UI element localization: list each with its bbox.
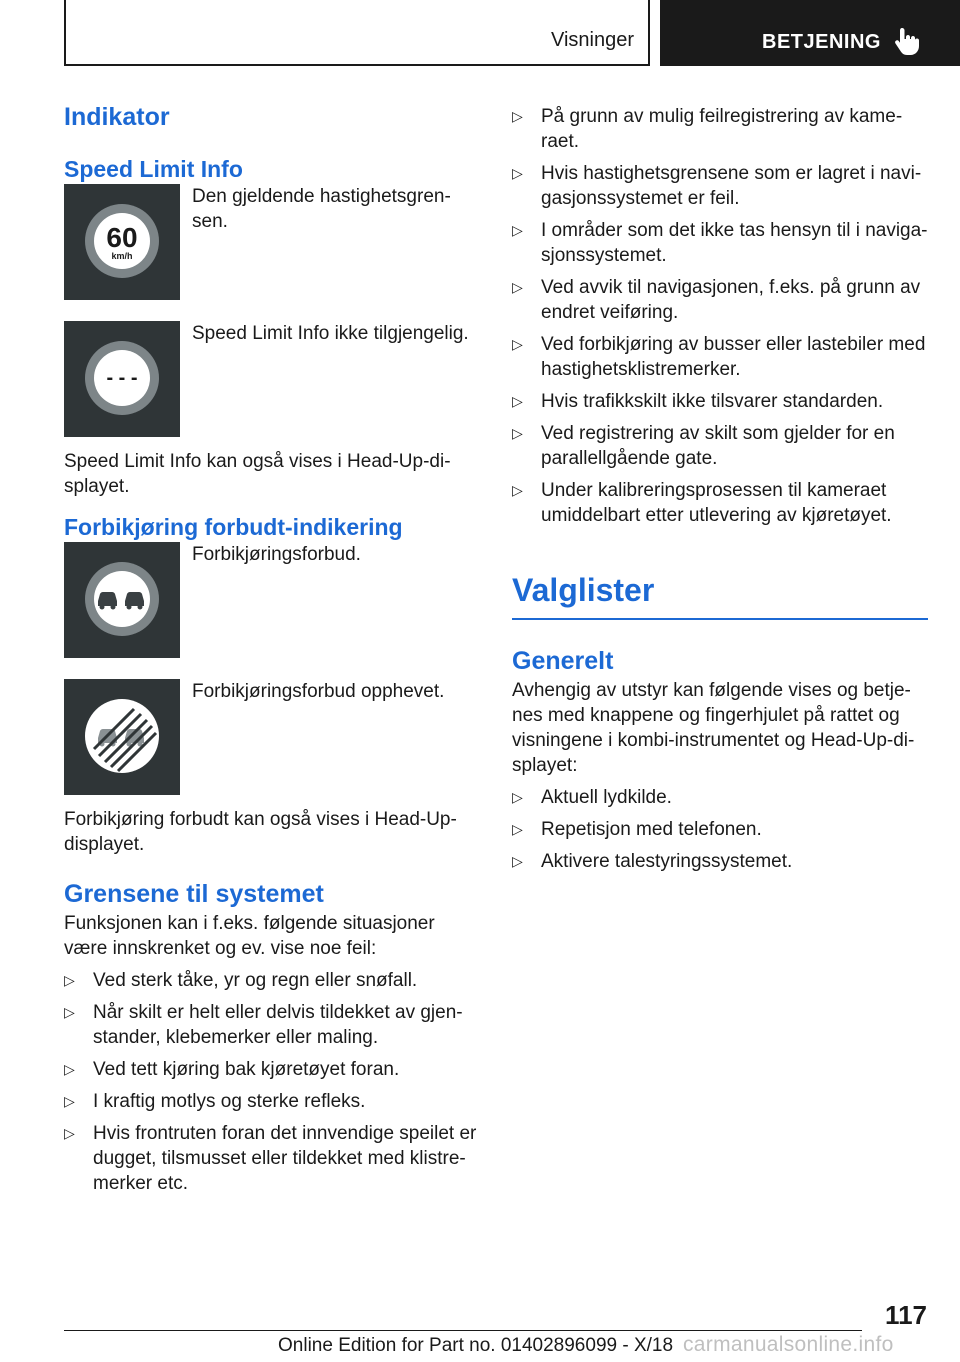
list-item: ▷ Hvis hastighetsgrensene som er lagret i navi-gasjonssystemet er feil. [512, 163, 922, 209]
triangle-right-icon: ▷ [512, 789, 523, 805]
list-item: ▷ Hvis frontruten foran det innvendige speilet er dugget, tilsmusset eller tildekket med klistre-merker etc. [64, 1123, 477, 1194]
list-item: ▷ Aktivere talestyringssystemet. [512, 851, 793, 872]
hand-pointer-icon [894, 26, 920, 56]
list-item: ▷ Når skilt er helt eller delvis tildekket av gjen-stander, klebemerker eller maling. [64, 1002, 463, 1048]
heading-overtaking-indication: Forbikjøring forbudt-indikering [64, 514, 403, 540]
triangle-right-icon: ▷ [512, 222, 523, 238]
list-item: ▷ På grunn av mulig feilregistrering av kame-raet. [512, 106, 903, 152]
triangle-right-icon: ▷ [512, 336, 523, 352]
no-overtaking-sign-icon [64, 542, 180, 658]
generelt-list [512, 785, 928, 874]
footer-edition: Online Edition for Part no. 01402896099 - X/18 [278, 1335, 674, 1356]
heading-valglister: Valglister [512, 568, 928, 620]
list-item: ▷ Repetisjon med telefonen. [512, 819, 762, 840]
page-number: 117 [885, 1300, 927, 1330]
list-item: ▷ Ved sterk tåke, yr og regn eller snøfall. [64, 970, 418, 991]
list-item: ▷ Ved tett kjøring bak kjøretøyet foran. [64, 1059, 400, 1080]
right-column [512, 104, 928, 881]
triangle-right-icon: ▷ [512, 279, 523, 295]
speed-limit-caption-current: Den gjeldende hastighetsgren-sen. [192, 186, 451, 232]
footer-watermark: carmanualsonline.info [683, 1333, 894, 1356]
header-section-title[interactable]: Visninger [550, 29, 634, 51]
generelt-intro: Avhengig av utstyr kan følgende vises og betje-nes med knappene og fingerhjulet på rattet og visningene i kombi-instrumentet og Head-Up-di-splayet: [512, 680, 915, 776]
overtaking-ban-lifted-sign-icon [64, 679, 180, 795]
speed-limit-unit: km/h [111, 251, 133, 261]
triangle-right-icon: ▷ [64, 1093, 75, 1109]
triangle-right-icon: ▷ [512, 393, 523, 409]
list-item: ▷ Ved registrering av skilt som gjelder for en parallellgående gate. [512, 423, 895, 469]
triangle-right-icon: ▷ [512, 425, 523, 441]
header-chapter-box[interactable] [660, 0, 960, 66]
speed-limit-unavailable-dashes: - - - [106, 367, 138, 389]
system-limits-list-continued [512, 104, 928, 528]
heading-speed-limit-info: Speed Limit Info [64, 156, 243, 182]
overtaking-ban-lifted-caption: Forbikjøringsforbud opphevet. [192, 681, 445, 702]
overtaking-ban-row [64, 542, 482, 658]
system-limits-intro: Funksjonen kan i f.eks. følgende situasjoner være innskrenket og ev. vise noe feil: [64, 913, 435, 959]
speed-limit-hud-note: Speed Limit Info kan også vises i Head-Up-di-splayet. [64, 451, 451, 497]
overtaking-ban-caption: Forbikjøringsforbud. [192, 544, 361, 565]
heading-system-limits: Grensene til systemet [64, 880, 324, 908]
speed-limit-unavailable-sign-icon [64, 321, 180, 437]
left-column [64, 100, 482, 1203]
list-item: ▷ I områder som det ikke tas hensyn til i naviga-sjonssystemet. [512, 220, 928, 266]
list-item: ▷ Ved avvik til navigasjonen, f.eks. på grunn av endret veiføring. [512, 277, 921, 323]
overtaking-ban-lifted-row [64, 679, 482, 795]
speed-limit-row [64, 184, 482, 300]
overtaking-hud-note: Forbikjøring forbudt kan også vises i Head-Up-displayet. [64, 809, 457, 855]
header-chapter-title: BETJENING [762, 31, 881, 53]
triangle-right-icon: ▷ [512, 482, 523, 498]
list-item: ▷ Aktuell lydkilde. [512, 787, 672, 808]
system-limits-list [64, 968, 482, 1196]
triangle-right-icon: ▷ [512, 853, 523, 869]
list-item: ▷ Under kalibreringsprosessen til kameraet umiddelbart etter utlevering av kjøretøyet. [512, 480, 892, 526]
heading-generelt: Generelt [512, 647, 614, 675]
heading-indikator: Indikator [64, 103, 170, 131]
footer-divider [64, 1330, 862, 1331]
header-section-box [64, 0, 650, 66]
triangle-right-icon: ▷ [64, 1004, 75, 1020]
triangle-right-icon: ▷ [64, 1061, 75, 1077]
speed-limit-caption-unavailable: Speed Limit Info ikke tilgjengelig. [192, 323, 469, 344]
speed-limit-value: 60 [106, 222, 138, 253]
list-item: ▷ Hvis trafikkskilt ikke tilsvarer standarden. [512, 391, 884, 412]
triangle-right-icon: ▷ [64, 1125, 75, 1141]
speed-limit-unavailable-row [64, 321, 482, 437]
speed-limit-60-sign-icon [64, 184, 180, 300]
triangle-right-icon: ▷ [64, 972, 75, 988]
list-item: ▷ Ved forbikjøring av busser eller lastebiler med hastighetsklistremerker. [512, 334, 926, 380]
triangle-right-icon: ▷ [512, 165, 523, 181]
triangle-right-icon: ▷ [512, 108, 523, 124]
triangle-right-icon: ▷ [512, 821, 523, 837]
list-item: ▷ I kraftig motlys og sterke refleks. [64, 1091, 366, 1112]
